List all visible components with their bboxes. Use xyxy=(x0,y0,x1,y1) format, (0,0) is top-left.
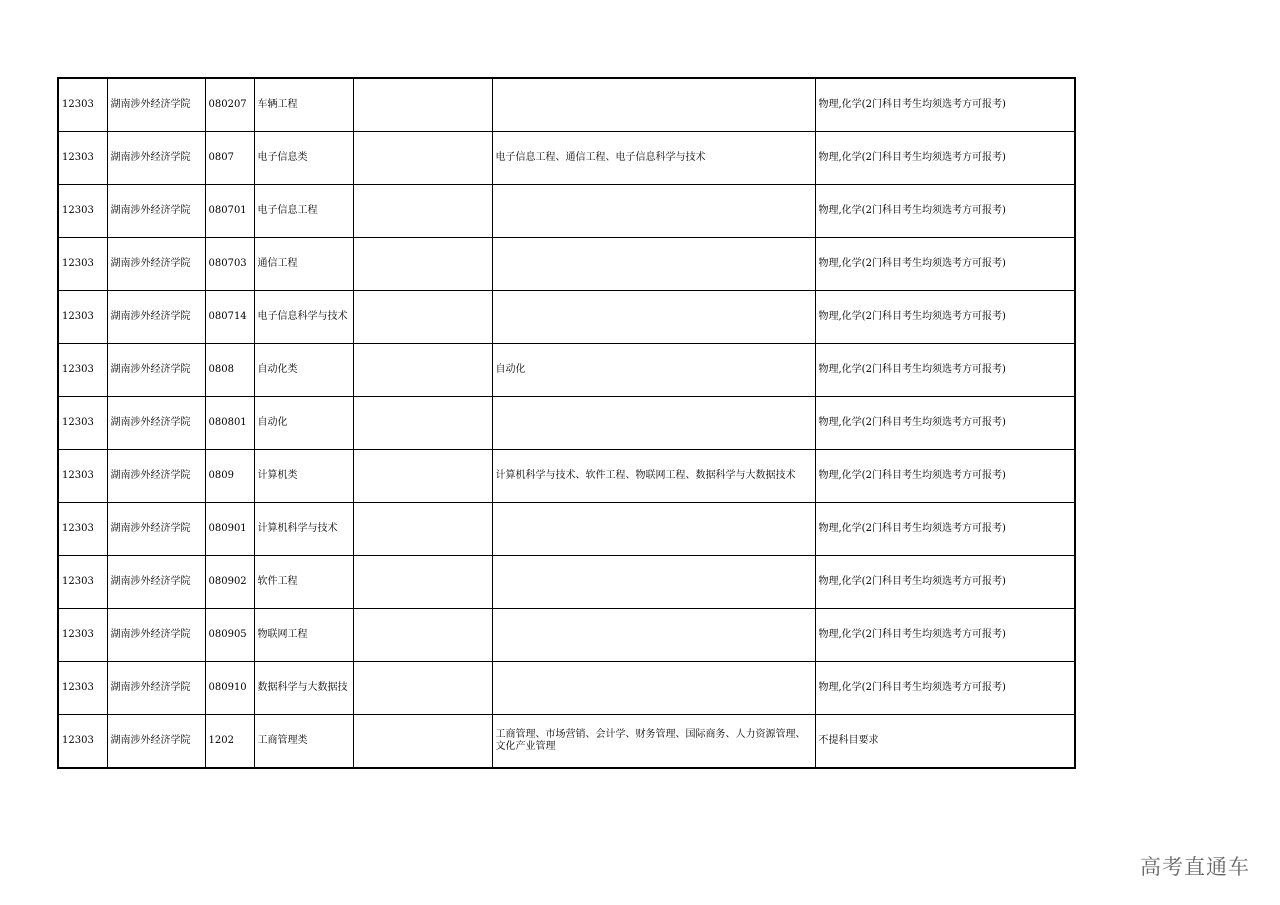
empty-cell xyxy=(353,662,492,715)
table-row xyxy=(58,291,1075,344)
major-code-cell: 080801 xyxy=(205,397,254,450)
school-name-cell: 湖南涉外经济学院 xyxy=(107,132,205,185)
school-name-cell: 湖南涉外经济学院 xyxy=(107,78,205,132)
included-majors-cell xyxy=(492,503,815,556)
major-name-cell: 工商管理类 xyxy=(254,715,353,769)
major-code-cell: 0809 xyxy=(205,450,254,503)
major-code-cell: 0807 xyxy=(205,132,254,185)
school-name-cell: 湖南涉外经济学院 xyxy=(107,556,205,609)
major-code-cell: 080714 xyxy=(205,291,254,344)
included-majors-cell: 计算机科学与技术、软件工程、物联网工程、数据科学与大数据技术 xyxy=(492,450,815,503)
included-majors-cell xyxy=(492,397,815,450)
major-name-cell: 计算机科学与技术 xyxy=(254,503,353,556)
school-code-cell: 12303 xyxy=(58,185,107,238)
major-name-cell: 物联网工程 xyxy=(254,609,353,662)
school-name-cell: 湖南涉外经济学院 xyxy=(107,344,205,397)
major-code-cell: 080703 xyxy=(205,238,254,291)
school-name-cell: 湖南涉外经济学院 xyxy=(107,662,205,715)
included-majors-cell xyxy=(492,662,815,715)
major-name-cell: 数据科学与大数据技 xyxy=(254,662,353,715)
included-majors-cell xyxy=(492,609,815,662)
included-majors-cell xyxy=(492,291,815,344)
subject-requirement-cell: 物理,化学(2门科目考生均须选考方可报考) xyxy=(815,662,1075,715)
empty-cell xyxy=(353,609,492,662)
school-name-cell: 湖南涉外经济学院 xyxy=(107,450,205,503)
major-name-cell: 自动化 xyxy=(254,397,353,450)
table-row xyxy=(58,450,1075,503)
table-row xyxy=(58,503,1075,556)
major-name-cell: 自动化类 xyxy=(254,344,353,397)
table-row xyxy=(58,238,1075,291)
empty-cell xyxy=(353,78,492,132)
table-row xyxy=(58,662,1075,715)
school-code-cell: 12303 xyxy=(58,78,107,132)
school-name-cell: 湖南涉外经济学院 xyxy=(107,609,205,662)
subject-requirement-cell: 物理,化学(2门科目考生均须选考方可报考) xyxy=(815,291,1075,344)
school-name-cell: 湖南涉外经济学院 xyxy=(107,715,205,769)
major-name-cell: 计算机类 xyxy=(254,450,353,503)
major-name-cell: 电子信息工程 xyxy=(254,185,353,238)
subject-requirement-cell: 物理,化学(2门科目考生均须选考方可报考) xyxy=(815,450,1075,503)
empty-cell xyxy=(353,344,492,397)
subject-requirement-cell: 物理,化学(2门科目考生均须选考方可报考) xyxy=(815,185,1075,238)
major-code-cell: 080905 xyxy=(205,609,254,662)
included-majors-cell xyxy=(492,556,815,609)
school-code-cell: 12303 xyxy=(58,715,107,769)
empty-cell xyxy=(353,132,492,185)
school-code-cell: 12303 xyxy=(58,662,107,715)
school-code-cell: 12303 xyxy=(58,397,107,450)
table-row xyxy=(58,397,1075,450)
major-name-cell: 电子信息类 xyxy=(254,132,353,185)
included-majors-cell: 自动化 xyxy=(492,344,815,397)
empty-cell xyxy=(353,503,492,556)
subject-requirement-cell: 物理,化学(2门科目考生均须选考方可报考) xyxy=(815,503,1075,556)
school-code-cell: 12303 xyxy=(58,132,107,185)
school-code-cell: 12303 xyxy=(58,291,107,344)
empty-cell xyxy=(353,397,492,450)
major-code-cell: 080910 xyxy=(205,662,254,715)
school-code-cell: 12303 xyxy=(58,344,107,397)
school-code-cell: 12303 xyxy=(58,556,107,609)
subject-requirement-cell: 物理,化学(2门科目考生均须选考方可报考) xyxy=(815,78,1075,132)
included-majors-cell xyxy=(492,78,815,132)
table-row xyxy=(58,132,1075,185)
empty-cell xyxy=(353,556,492,609)
watermark: 高考直通车 xyxy=(1140,855,1250,879)
table-row xyxy=(58,556,1075,609)
included-majors-cell xyxy=(492,238,815,291)
school-code-cell: 12303 xyxy=(58,503,107,556)
major-name-cell: 车辆工程 xyxy=(254,78,353,132)
school-name-cell: 湖南涉外经济学院 xyxy=(107,503,205,556)
school-code-cell: 12303 xyxy=(58,238,107,291)
major-code-cell: 0808 xyxy=(205,344,254,397)
subject-requirement-cell: 不提科目要求 xyxy=(815,715,1075,769)
empty-cell xyxy=(353,291,492,344)
school-code-cell: 12303 xyxy=(58,450,107,503)
included-majors-cell: 工商管理、市场营销、会计学、财务管理、国际商务、人力资源管理、文化产业管理 xyxy=(492,715,815,769)
subject-requirement-cell: 物理,化学(2门科目考生均须选考方可报考) xyxy=(815,238,1075,291)
major-name-cell: 通信工程 xyxy=(254,238,353,291)
school-name-cell: 湖南涉外经济学院 xyxy=(107,185,205,238)
table-row xyxy=(58,715,1075,769)
school-name-cell: 湖南涉外经济学院 xyxy=(107,238,205,291)
table-row xyxy=(58,609,1075,662)
table-row xyxy=(58,344,1075,397)
major-name-cell: 电子信息科学与技术 xyxy=(254,291,353,344)
subject-requirement-cell: 物理,化学(2门科目考生均须选考方可报考) xyxy=(815,556,1075,609)
table-body xyxy=(58,78,1075,768)
subject-requirement-cell: 物理,化学(2门科目考生均须选考方可报考) xyxy=(815,132,1075,185)
table-row xyxy=(58,78,1075,132)
school-name-cell: 湖南涉外经济学院 xyxy=(107,291,205,344)
major-code-cell: 080701 xyxy=(205,185,254,238)
subject-requirement-cell: 物理,化学(2门科目考生均须选考方可报考) xyxy=(815,397,1075,450)
subject-requirement-cell: 物理,化学(2门科目考生均须选考方可报考) xyxy=(815,344,1075,397)
empty-cell xyxy=(353,185,492,238)
included-majors-cell: 电子信息工程、通信工程、电子信息科学与技术 xyxy=(492,132,815,185)
empty-cell xyxy=(353,450,492,503)
school-name-cell: 湖南涉外经济学院 xyxy=(107,397,205,450)
major-code-cell: 1202 xyxy=(205,715,254,769)
school-code-cell: 12303 xyxy=(58,609,107,662)
table-row xyxy=(58,185,1075,238)
subject-requirement-cell: 物理,化学(2门科目考生均须选考方可报考) xyxy=(815,609,1075,662)
major-name-cell: 软件工程 xyxy=(254,556,353,609)
included-majors-cell xyxy=(492,185,815,238)
empty-cell xyxy=(353,238,492,291)
major-code-cell: 080207 xyxy=(205,78,254,132)
empty-cell xyxy=(353,715,492,769)
major-code-cell: 080902 xyxy=(205,556,254,609)
majors-table xyxy=(57,77,1076,769)
major-code-cell: 080901 xyxy=(205,503,254,556)
